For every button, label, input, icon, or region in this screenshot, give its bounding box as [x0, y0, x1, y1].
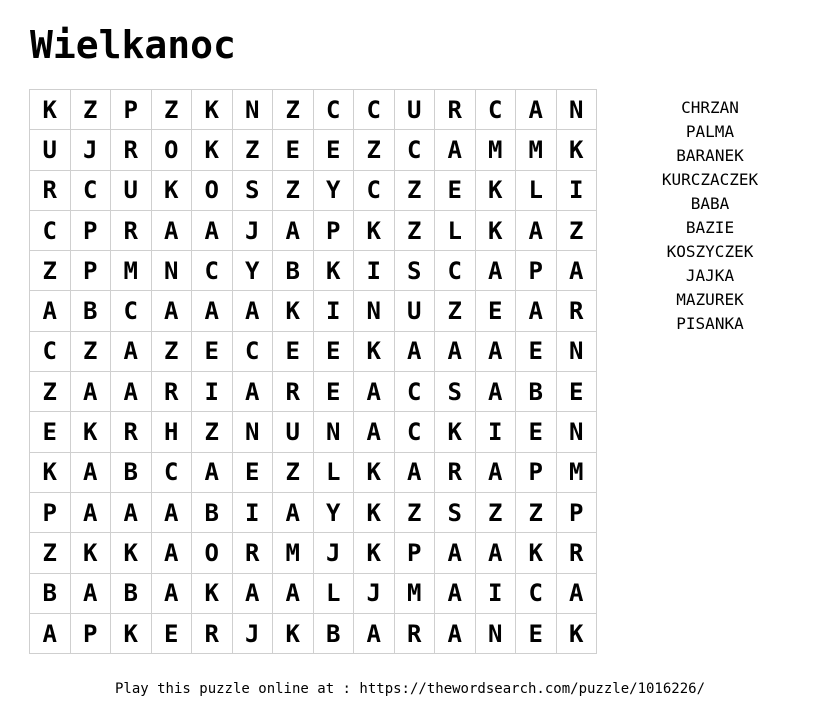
grid-cell[interactable]: A [516, 291, 557, 331]
word-list-item: PISANKA [676, 314, 744, 333]
grid-cell[interactable]: A [70, 372, 111, 412]
grid-row [30, 90, 597, 130]
grid-cell[interactable]: B [192, 492, 233, 532]
grid-cell[interactable]: J [232, 210, 273, 250]
grid-cell[interactable]: U [273, 412, 314, 452]
grid-cell[interactable]: K [435, 412, 476, 452]
grid-cell[interactable]: O [192, 533, 233, 573]
grid-cell[interactable]: K [192, 130, 233, 170]
grid-cell[interactable]: I [475, 573, 516, 613]
grid-cell[interactable]: A [273, 573, 314, 613]
grid-row [30, 492, 597, 532]
puzzle-title: Wielkanoc [30, 23, 236, 67]
grid-cell[interactable]: A [192, 210, 233, 250]
grid-cell[interactable]: E [475, 291, 516, 331]
grid-cell[interactable]: C [192, 251, 233, 291]
grid-cell[interactable]: R [192, 613, 233, 653]
grid-cell[interactable]: R [394, 613, 435, 653]
grid-cell[interactable]: Z [151, 331, 192, 371]
grid-cell[interactable]: N [232, 90, 273, 130]
grid-cell[interactable]: K [313, 251, 354, 291]
grid-cell[interactable]: E [313, 130, 354, 170]
grid-cell[interactable]: R [232, 533, 273, 573]
grid-cell[interactable]: N [151, 251, 192, 291]
grid-cell[interactable]: R [435, 452, 476, 492]
grid-cell[interactable]: C [394, 130, 435, 170]
grid-cell[interactable]: A [354, 613, 395, 653]
word-list-item: BARANEK [676, 146, 744, 165]
grid-cell[interactable]: R [435, 90, 476, 130]
grid-cell[interactable]: K [516, 533, 557, 573]
grid-cell[interactable]: C [516, 573, 557, 613]
grid-cell[interactable]: Y [313, 492, 354, 532]
grid-cell[interactable]: Z [70, 90, 111, 130]
grid-cell[interactable]: Z [394, 210, 435, 250]
grid-cell[interactable]: A [273, 210, 314, 250]
grid-cell[interactable]: O [151, 130, 192, 170]
grid-cell[interactable]: Z [556, 210, 597, 250]
grid-row [30, 291, 597, 331]
grid-cell[interactable]: I [354, 251, 395, 291]
grid-cell[interactable]: E [151, 613, 192, 653]
grid-cell[interactable]: Z [70, 331, 111, 371]
grid-cell[interactable]: K [354, 210, 395, 250]
grid-row [30, 372, 597, 412]
grid-cell[interactable]: R [111, 130, 152, 170]
word-list-item: JAJKA [685, 266, 735, 285]
grid-cell[interactable]: A [394, 452, 435, 492]
grid-cell[interactable]: J [70, 130, 111, 170]
grid-cell[interactable]: Z [475, 492, 516, 532]
grid-cell[interactable]: K [556, 130, 597, 170]
grid-cell[interactable]: A [192, 291, 233, 331]
grid-cell[interactable]: J [313, 533, 354, 573]
grid-cell[interactable]: K [111, 533, 152, 573]
grid-row [30, 573, 597, 613]
grid-cell[interactable]: Y [232, 251, 273, 291]
grid-cell[interactable]: M [516, 130, 557, 170]
grid-cell[interactable]: E [30, 412, 71, 452]
grid-cell[interactable]: Z [394, 170, 435, 210]
grid-cell[interactable]: A [394, 331, 435, 371]
grid-cell[interactable]: M [556, 452, 597, 492]
grid-cell[interactable]: M [475, 130, 516, 170]
grid-cell[interactable]: N [354, 291, 395, 331]
grid-cell[interactable]: Z [151, 90, 192, 130]
grid-cell[interactable]: N [556, 90, 597, 130]
grid-cell[interactable]: K [556, 613, 597, 653]
grid-cell[interactable]: K [475, 170, 516, 210]
grid-cell[interactable]: K [354, 492, 395, 532]
grid-cell[interactable]: N [475, 613, 516, 653]
grid-cell[interactable]: K [273, 291, 314, 331]
grid-cell[interactable]: P [394, 533, 435, 573]
grid-cell[interactable]: K [192, 573, 233, 613]
grid-cell[interactable]: H [151, 412, 192, 452]
grid-cell[interactable]: Z [30, 251, 71, 291]
grid-cell[interactable]: B [111, 452, 152, 492]
grid-cell[interactable]: Y [313, 170, 354, 210]
grid-row [30, 452, 597, 492]
grid-cell[interactable]: C [354, 170, 395, 210]
grid-row [30, 412, 597, 452]
grid-cell[interactable]: R [111, 210, 152, 250]
grid-cell[interactable]: A [30, 613, 71, 653]
grid-cell[interactable]: A [435, 613, 476, 653]
grid-cell[interactable]: C [70, 170, 111, 210]
grid-cell[interactable]: R [273, 372, 314, 412]
grid-cell[interactable]: Z [435, 291, 476, 331]
grid-row [30, 170, 597, 210]
grid-cell[interactable]: I [313, 291, 354, 331]
grid-cell[interactable]: S [435, 492, 476, 532]
grid-cell[interactable]: U [394, 291, 435, 331]
grid-cell[interactable]: A [475, 452, 516, 492]
grid-cell[interactable]: U [30, 130, 71, 170]
grid-cell[interactable]: P [111, 90, 152, 130]
grid-cell[interactable]: A [516, 90, 557, 130]
grid-cell[interactable]: A [151, 210, 192, 250]
letter-grid [29, 89, 597, 654]
grid-cell[interactable]: A [435, 331, 476, 371]
grid-cell[interactable]: I [475, 412, 516, 452]
grid-cell[interactable]: A [232, 573, 273, 613]
grid-cell[interactable]: E [313, 331, 354, 371]
grid-cell[interactable]: K [354, 533, 395, 573]
grid-cell[interactable]: P [70, 210, 111, 250]
word-list-item: KURCZACZEK [661, 170, 759, 189]
grid-cell[interactable]: E [516, 613, 557, 653]
grid-cell[interactable]: J [232, 613, 273, 653]
grid-cell[interactable]: E [192, 331, 233, 371]
grid-cell[interactable]: P [70, 613, 111, 653]
word-list-item: MAZUREK [676, 290, 744, 309]
grid-cell[interactable]: A [70, 452, 111, 492]
grid-cell[interactable]: A [354, 372, 395, 412]
grid-cell[interactable]: R [111, 412, 152, 452]
grid-cell[interactable]: A [435, 573, 476, 613]
grid-cell[interactable]: A [556, 251, 597, 291]
grid-cell[interactable]: B [30, 573, 71, 613]
grid-cell[interactable]: E [273, 331, 314, 371]
grid-cell[interactable]: P [556, 492, 597, 532]
grid-cell[interactable]: K [30, 452, 71, 492]
grid-cell[interactable]: I [232, 492, 273, 532]
grid-cell[interactable]: E [516, 412, 557, 452]
grid-cell[interactable]: A [30, 291, 71, 331]
grid-cell[interactable]: Z [30, 372, 71, 412]
grid-cell[interactable]: C [394, 412, 435, 452]
grid-cell[interactable]: E [273, 130, 314, 170]
grid-cell[interactable]: Z [394, 492, 435, 532]
grid-cell[interactable]: Z [273, 452, 314, 492]
grid-cell[interactable]: A [475, 533, 516, 573]
word-list-item: CHRZAN [681, 98, 739, 117]
grid-cell[interactable]: E [516, 331, 557, 371]
grid-row [30, 130, 597, 170]
grid-cell[interactable]: A [556, 573, 597, 613]
grid-cell[interactable]: C [30, 331, 71, 371]
grid-cell[interactable]: A [192, 452, 233, 492]
grid-cell[interactable]: A [111, 372, 152, 412]
grid-row [30, 210, 597, 250]
grid-cell[interactable]: Z [516, 492, 557, 532]
grid-cell[interactable]: I [192, 372, 233, 412]
grid-cell[interactable]: L [435, 210, 476, 250]
grid-cell[interactable]: A [111, 331, 152, 371]
grid-cell[interactable]: K [354, 452, 395, 492]
grid-cell[interactable]: N [556, 412, 597, 452]
grid-cell[interactable]: K [475, 210, 516, 250]
grid-cell[interactable]: K [273, 613, 314, 653]
grid-cell[interactable]: P [70, 251, 111, 291]
grid-cell[interactable]: K [70, 412, 111, 452]
grid-cell[interactable]: A [111, 492, 152, 532]
word-list-item: BAZIE [685, 218, 735, 237]
grid-cell[interactable]: K [354, 331, 395, 371]
grid-cell[interactable]: S [435, 372, 476, 412]
grid-cell[interactable]: P [30, 492, 71, 532]
grid-cell[interactable]: M [273, 533, 314, 573]
grid-cell[interactable]: C [475, 90, 516, 130]
grid-cell[interactable]: P [516, 452, 557, 492]
grid-cell[interactable]: E [313, 372, 354, 412]
grid-cell[interactable]: N [232, 412, 273, 452]
grid-cell[interactable]: B [313, 613, 354, 653]
grid-cell[interactable]: A [475, 372, 516, 412]
grid-cell[interactable]: C [232, 331, 273, 371]
grid-row [30, 613, 597, 653]
grid-cell[interactable]: N [556, 331, 597, 371]
grid-cell[interactable]: J [354, 573, 395, 613]
grid-cell[interactable]: B [70, 291, 111, 331]
grid-cell[interactable]: A [475, 251, 516, 291]
grid-cell[interactable]: A [435, 533, 476, 573]
grid-cell[interactable]: A [516, 210, 557, 250]
grid-cell[interactable]: K [192, 90, 233, 130]
grid-cell[interactable]: R [556, 291, 597, 331]
grid-cell[interactable]: A [151, 291, 192, 331]
grid-cell[interactable]: C [354, 90, 395, 130]
grid-row [30, 251, 597, 291]
grid-cell[interactable]: K [70, 533, 111, 573]
grid-cell[interactable]: A [70, 492, 111, 532]
grid-cell[interactable]: C [30, 210, 71, 250]
grid-cell[interactable]: B [516, 372, 557, 412]
word-list-item: KOSZYCZEK [666, 242, 754, 261]
grid-row [30, 533, 597, 573]
grid-cell[interactable]: S [232, 170, 273, 210]
grid-cell[interactable]: U [111, 170, 152, 210]
grid-cell[interactable]: E [435, 170, 476, 210]
grid-cell[interactable]: E [556, 372, 597, 412]
grid-cell[interactable]: P [516, 251, 557, 291]
grid-cell[interactable]: E [232, 452, 273, 492]
grid-cell[interactable]: Z [273, 90, 314, 130]
grid-cell[interactable]: M [111, 251, 152, 291]
grid-cell[interactable]: L [313, 452, 354, 492]
grid-cell[interactable]: C [394, 372, 435, 412]
grid-row [30, 331, 597, 371]
grid-cell[interactable]: P [313, 210, 354, 250]
grid-cell[interactable]: I [556, 170, 597, 210]
grid-cell[interactable]: R [556, 533, 597, 573]
grid-cell[interactable]: S [394, 251, 435, 291]
grid-cell[interactable]: A [151, 533, 192, 573]
grid-cell[interactable]: C [435, 251, 476, 291]
grid-cell[interactable]: A [354, 412, 395, 452]
grid-cell[interactable]: A [232, 291, 273, 331]
word-list [640, 96, 780, 336]
grid-cell[interactable]: L [313, 573, 354, 613]
grid-cell[interactable]: B [273, 251, 314, 291]
grid-cell[interactable]: K [111, 613, 152, 653]
footer-link-text: Play this puzzle online at : https://thewordsearch.com/puzzle/1016226/ [114, 681, 705, 697]
word-list-item: BABA [690, 194, 730, 213]
grid-cell[interactable]: A [273, 492, 314, 532]
grid-cell[interactable]: K [30, 90, 71, 130]
grid-cell[interactable]: Z [232, 130, 273, 170]
grid-cell[interactable]: N [313, 412, 354, 452]
grid-cell[interactable]: A [232, 372, 273, 412]
word-list-item: PALMA [685, 122, 735, 141]
grid-cell[interactable]: O [192, 170, 233, 210]
grid-cell[interactable]: B [111, 573, 152, 613]
grid-cell[interactable]: Z [192, 412, 233, 452]
grid-cell[interactable]: A [151, 492, 192, 532]
grid-cell[interactable]: Z [354, 130, 395, 170]
grid-cell[interactable]: M [394, 573, 435, 613]
grid-cell[interactable]: A [70, 573, 111, 613]
grid-cell[interactable]: C [313, 90, 354, 130]
grid-cell[interactable]: C [151, 452, 192, 492]
grid-cell[interactable]: C [111, 291, 152, 331]
grid-cell[interactable]: R [30, 170, 71, 210]
grid-cell[interactable]: A [151, 573, 192, 613]
grid-cell[interactable]: U [394, 90, 435, 130]
grid-cell[interactable]: R [151, 372, 192, 412]
grid-cell[interactable]: A [435, 130, 476, 170]
grid-cell[interactable]: Z [273, 170, 314, 210]
grid-cell[interactable]: A [475, 331, 516, 371]
grid-cell[interactable]: K [151, 170, 192, 210]
grid-cell[interactable]: L [516, 170, 557, 210]
grid-cell[interactable]: Z [30, 533, 71, 573]
